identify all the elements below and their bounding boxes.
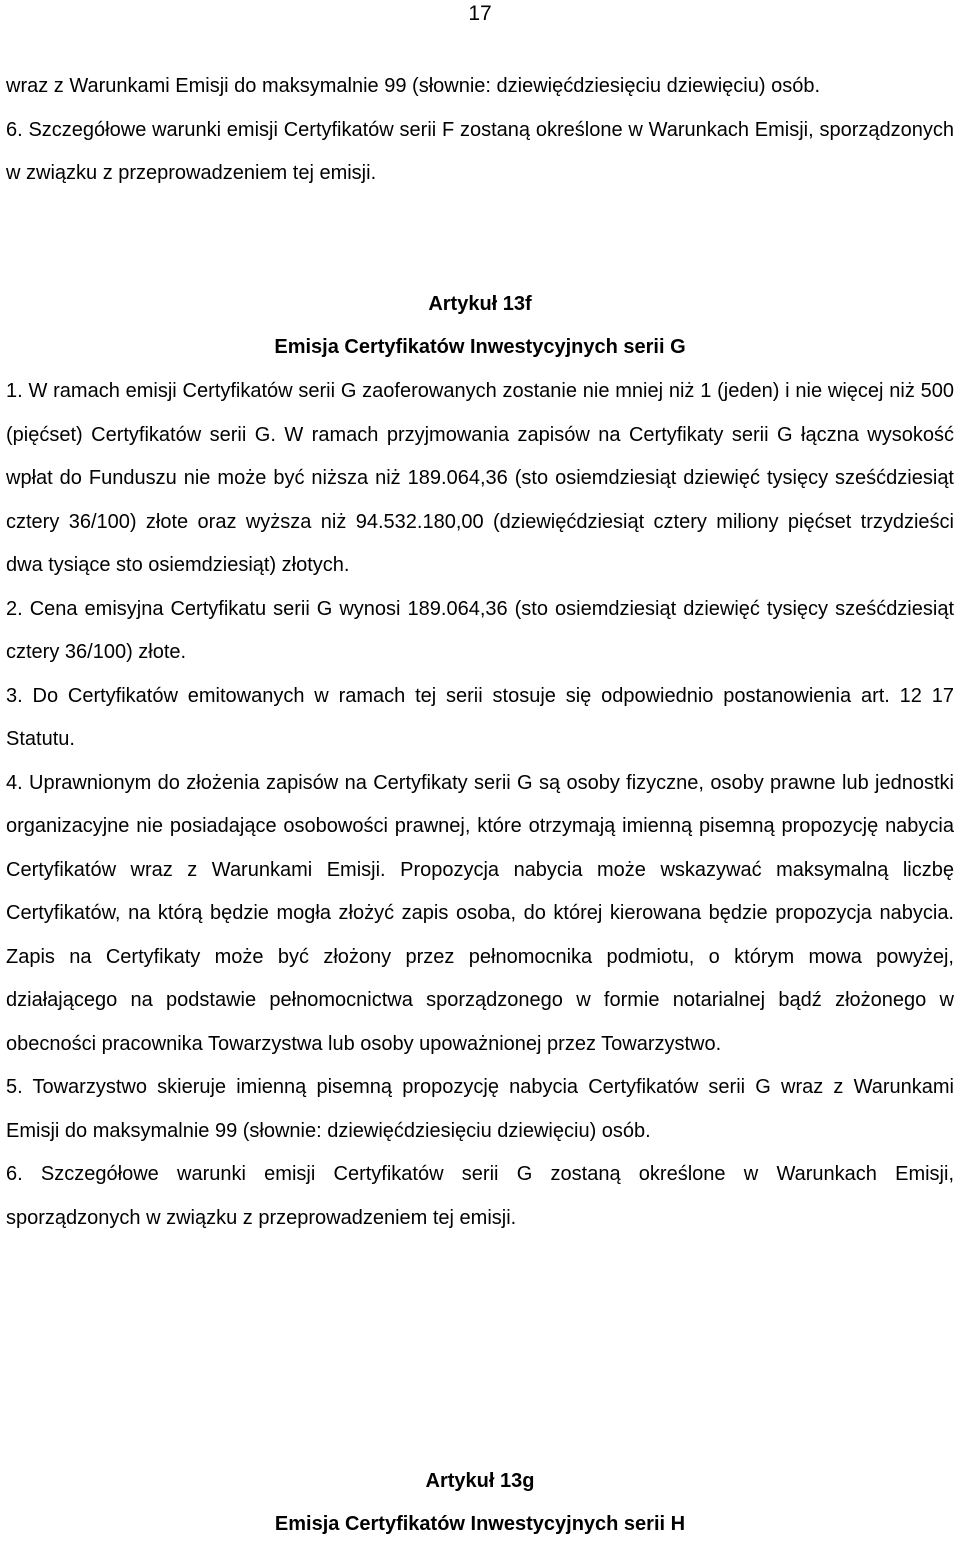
article-13f-paragraph-6: 6. Szczegółowe warunki emisji Certyfikatów serii G zostaną określone w Warunkach Emisji, sporządzonych w związku z przeprowadzeniem tej emisji.: [6, 1163, 954, 1229]
page-number: 17: [468, 2, 492, 25]
intro-paragraph-2: 6. Szczegółowe warunki emisji Certyfikatów serii F zostaną określone w Warunkach Emisji, sporządzonych w związku z przeprowadzeniem tej emisji.: [6, 118, 954, 184]
article-13f-paragraph-3: 3. Do Certyfikatów emitowanych w ramach tej serii stosuje się odpowiednio postanowienia art. 12 17 Statutu.: [6, 684, 954, 750]
intro-paragraph-1: wraz z Warunkami Emisji do maksymalnie 99 (słownie: dziewięćdziesięciu dziewięciu) osób.: [6, 75, 820, 97]
article-13f-paragraph-2: 2. Cena emisyjna Certyfikatu serii G wynosi 189.064,36 (sto osiemdziesiąt dziewięć tysięcy sześćdziesiąt cztery 36/100) złote.: [6, 597, 954, 663]
article-13f-body: [6, 370, 954, 1240]
article-13g-subtitle: Emisja Certyfikatów Inwestycyjnych serii H: [274, 1513, 686, 1535]
article-13f-paragraph-4: 4. Uprawnionym do złożenia zapisów na Certyfikaty serii G są osoby fizyczne, osoby prawne lub jednostki organizacyjne nie posiadające osobowości prawnej, które otrzymają imienną pisemną propozycję nabycia Certyfikatów wraz z Warunkami Emisji. Propozycja nabycia może wskazywać maksymalną liczbę Certyfikatów, na którą będzie mogła złożyć zapis osoba, do której kierowana będzie propozycja nabycia. Zapis na Certyfikaty może być złożony przez pełnomocnika podmiotu, o którym mowa powyżej, działającego na podstawie pełnomocnictwa sporządzonego w formie notarialnej bądź złożonego w obecności pracownika Towarzystwa lub osoby upoważnionej przez Towarzystwo.: [6, 771, 954, 1055]
article-13f-paragraph-5: 5. Towarzystwo skieruje imienną pisemną propozycję nabycia Certyfikatów serii G wraz z Warunkami Emisji do maksymalnie 99 (słownie: dziewięćdziesięciu dziewięciu) osób.: [6, 1076, 954, 1142]
intro-section: [6, 65, 954, 196]
article-13f-subtitle: Emisja Certyfikatów Inwestycyjnych serii G: [274, 336, 686, 358]
article-13g-title: Artykuł 13g: [425, 1470, 535, 1492]
article-13f-title: Artykuł 13f: [428, 293, 532, 315]
article-13f-paragraph-1: 1. W ramach emisji Certyfikatów serii G zaoferowanych zostanie nie mniej niż 1 (jeden) i nie więcej niż 500 (pięćset) Certyfikatów serii G. W ramach przyjmowania zapisów na Certyfikaty serii G łączna wysokość wpłat do Funduszu nie może być niższa niż 189.064,36 (sto osiemdziesiąt dziewięć tysięcy sześćdziesiąt cztery 36/100) złote oraz wyższa niż 94.532.180,00 (dziewięćdziesiąt cztery miliony pięćset trzydzieści dwa tysiące sto osiemdziesiąt) złotych.: [6, 380, 954, 576]
